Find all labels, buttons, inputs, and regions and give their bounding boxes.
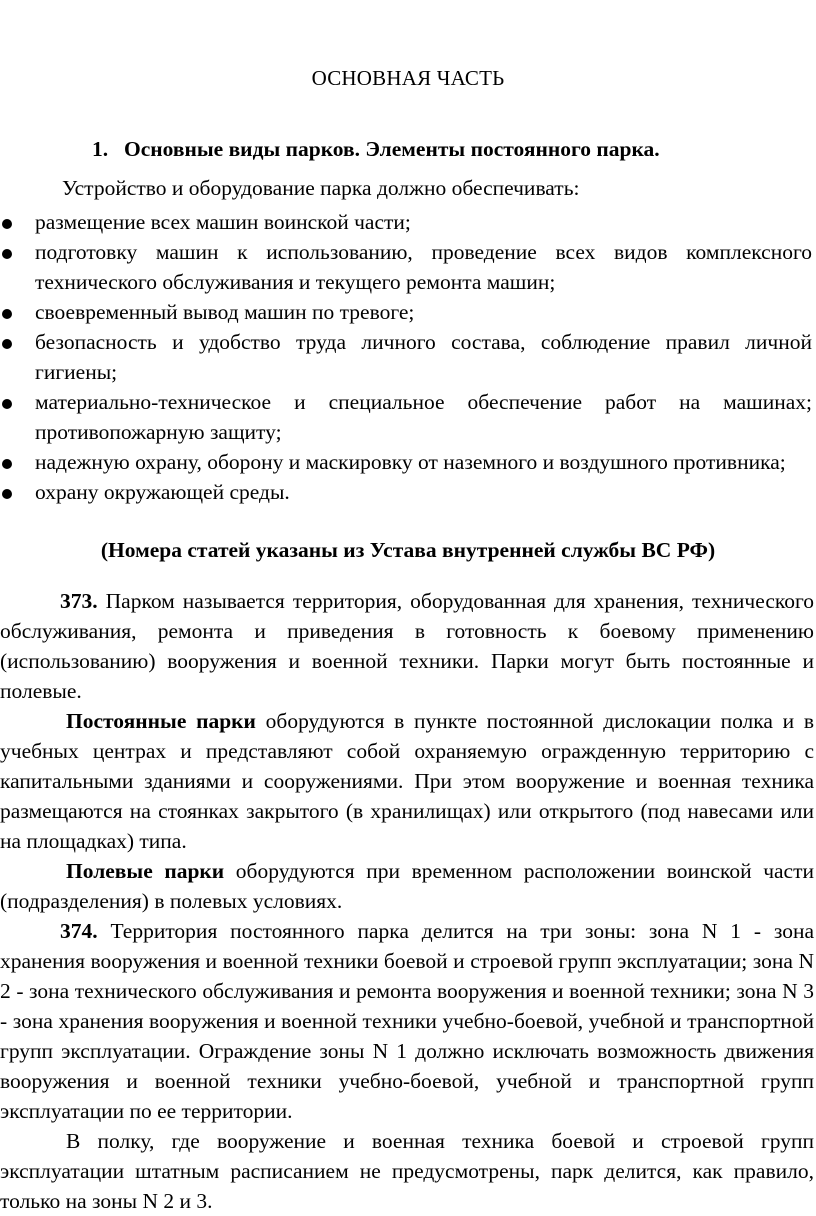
paragraph-374-text: Территория постоянного парка делится на три зоны: зона N 1 - зона хранения вооружения и военной техники боевой и строевой групп эксплуатации; зона N 2 - зона технического обслуживания и ремонта вооружения и военной техники; зона N 3 - зона хранения вооружения и военной техники учебно-боевой, учебной и транспортной групп эксплуатации. Ограждение зоны N 1 должно исключать возможность движения вооружения и военной техники учебно-боевой, учебной и транспортной групп эксплуатации по ее территории.	[0, 919, 814, 1123]
paragraph-field-parks	[0, 856, 814, 916]
bullet-icon	[2, 399, 12, 409]
article-number-373: 373.	[60, 589, 98, 613]
list-item-text: безопасность и удобство труда личного состава, соблюдение правил личной гигиены;	[35, 330, 812, 384]
field-parks-text: оборудуются при временном расположении воинской части (подразделения) в полевых условиях.	[0, 859, 814, 913]
bullet-icon	[2, 339, 12, 349]
bullet-icon	[2, 489, 12, 499]
list-item	[0, 297, 816, 327]
list-item	[0, 327, 816, 387]
intro-text: Устройство и оборудование парка должно обеспечивать:	[62, 176, 580, 200]
list-item	[0, 447, 816, 477]
heading-text: Основные виды парков. Элементы постоянного парка.	[124, 137, 660, 161]
bullet-icon	[2, 309, 12, 319]
permanent-parks-text: оборудуются в пункте постоянной дислокации полка и в учебных центрах и представляют собой охраняемую огражденную территорию с капитальными зданиями и сооружениями. При этом вооружение и военная техника размещаются на стоянках закрытого (в хранилищах) или открытого (под навесами или на площадках) типа.	[0, 709, 814, 853]
paragraph-permanent-parks	[0, 706, 814, 856]
field-parks-label: Полевые парки	[66, 859, 225, 883]
list-item-text: размещение всех машин воинской части;	[35, 210, 411, 234]
list-item-text: своевременный вывод машин по тревоге;	[35, 300, 415, 324]
paragraph-373	[0, 586, 814, 706]
bullet-icon	[2, 249, 12, 259]
chapter-heading	[92, 137, 660, 162]
requirements-list	[0, 207, 816, 507]
paragraph-regiment: В полку, где вооружение и военная техника боевой и строевой групп эксплуатации штатным расписанием не предусмотрены, парк делится, как правило, только на зоны N 2 и 3.	[0, 1129, 814, 1213]
paragraph-373-text: Парком называется территория, оборудованная для хранения, технического обслуживания, ремонта и приведения в готовность к боевому применению (использованию) вооружения и военной техники. Парки могут быть постоянные и полевые.	[0, 589, 814, 703]
list-item-text: надежную охрану, оборону и маскировку от наземного и воздушного противника;	[35, 450, 786, 474]
body-text	[0, 586, 814, 1216]
list-item-text: охрану окружающей среды.	[35, 480, 290, 504]
list-item	[0, 387, 816, 447]
paragraph-374	[0, 916, 814, 1126]
list-item-text: материально-техническое и специальное обеспечение работ на машинах; противопожарную защиту;	[35, 390, 812, 444]
bullet-icon	[2, 459, 12, 469]
article-number-374: 374.	[60, 919, 98, 943]
list-item	[0, 207, 816, 237]
source-note: (Номера статей указаны из Устава внутренней службы ВС РФ)	[100, 538, 716, 562]
bullet-icon	[2, 219, 12, 229]
list-item	[0, 477, 816, 507]
permanent-parks-label: Постоянные парки	[66, 709, 256, 733]
list-item-text: подготовку машин к использованию, проведение всех видов комплексного технического обслуживания и текущего ремонта машин;	[35, 240, 812, 294]
list-item	[0, 237, 816, 297]
heading-number: 1.	[92, 137, 109, 161]
section-title: ОСНОВНАЯ ЧАСТЬ	[311, 66, 505, 90]
